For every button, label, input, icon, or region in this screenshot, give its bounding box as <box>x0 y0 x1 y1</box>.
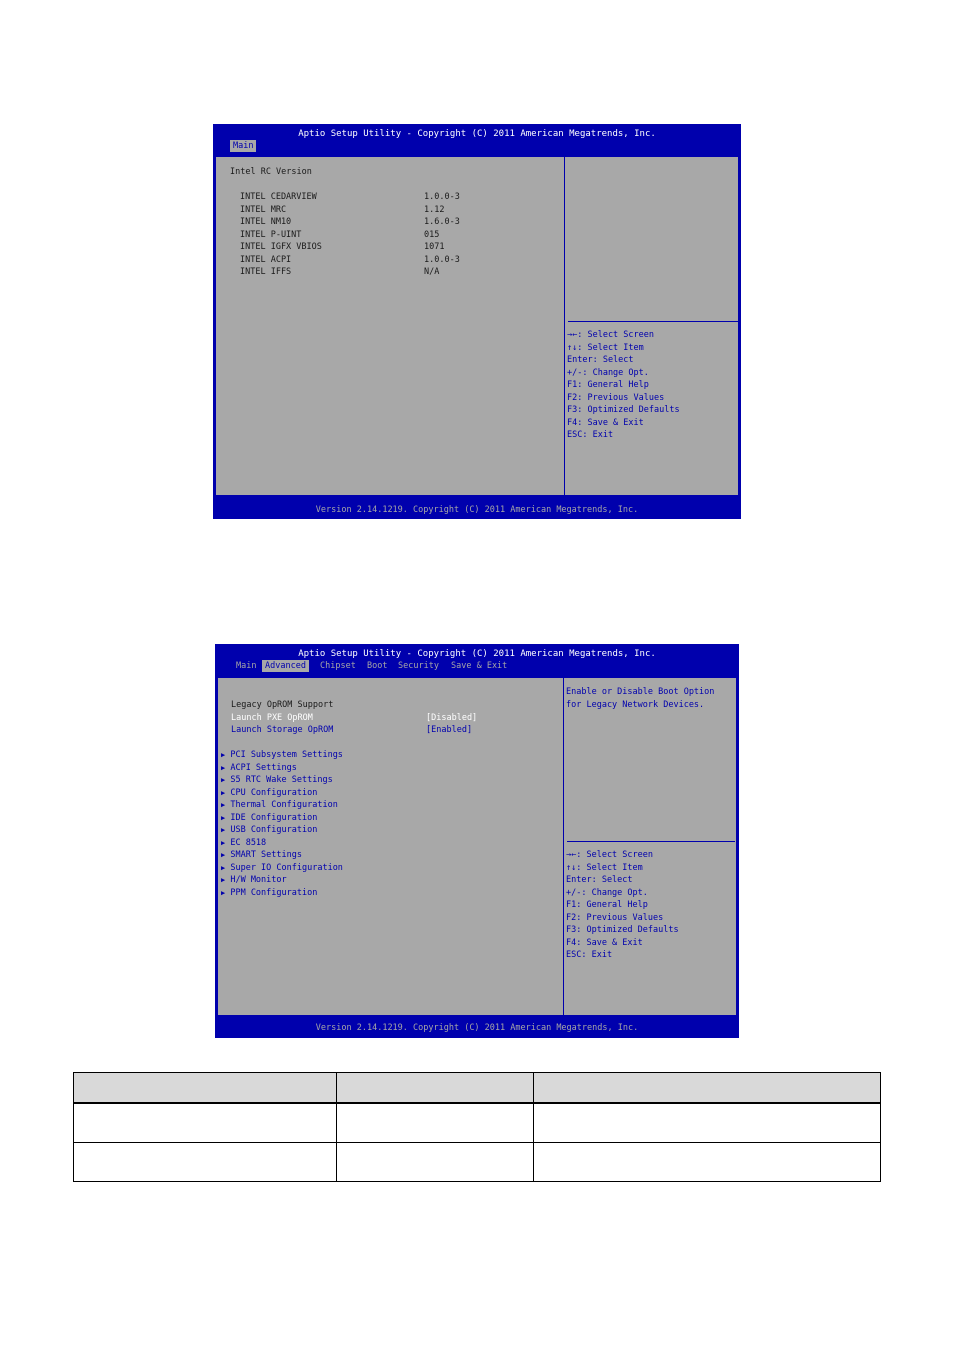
tab-bar <box>213 140 741 152</box>
launch-storage-oprom-value[interactable]: [Enabled] <box>426 725 473 735</box>
help-key: ESC: Exit <box>567 430 614 440</box>
rc-version-heading: Intel RC Version <box>230 167 312 177</box>
bios-screen-advanced <box>215 644 739 1038</box>
submenu-item[interactable] <box>221 849 302 861</box>
submenu-item[interactable] <box>221 799 338 811</box>
submenu-label: H/W Monitor <box>230 875 287 885</box>
rc-item-label: INTEL P-UINT <box>240 229 302 240</box>
bios-title: Aptio Setup Utility - Copyright (C) 2011 American Megatrends, Inc. <box>298 129 656 139</box>
help-separator <box>567 841 735 842</box>
rc-item-label: INTEL IGFX VBIOS <box>240 242 322 252</box>
help-key: Enter: Select <box>567 355 634 365</box>
submenu-arrow-icon: ▶ <box>221 863 226 872</box>
help-key: F3: Optimized Defaults <box>566 925 679 935</box>
help-key: F2: Previous Values <box>567 392 665 403</box>
bios-screen-main <box>213 124 741 519</box>
submenu-label: Super IO Configuration <box>230 862 343 873</box>
submenu-item[interactable] <box>221 749 343 761</box>
help-key: F1: General Help <box>566 900 648 910</box>
panel-divider <box>563 678 564 1015</box>
submenu-item[interactable] <box>221 837 266 849</box>
tab-advanced[interactable]: Advanced <box>262 660 309 672</box>
rc-item-value: N/A <box>424 267 440 277</box>
table-row <box>74 1143 881 1182</box>
table-cell <box>74 1143 337 1182</box>
rc-item-value: 1.12 <box>424 204 445 215</box>
submenu-item[interactable] <box>221 874 287 886</box>
bios-footer: Version 2.14.1219. Copyright (C) 2011 American Megatrends, Inc. <box>315 1023 639 1033</box>
submenu-arrow-icon: ▶ <box>221 838 226 847</box>
bios-body <box>215 156 739 496</box>
submenu-item[interactable] <box>221 824 317 836</box>
help-key: F3: Optimized Defaults <box>567 405 680 415</box>
submenu-label: USB Configuration <box>230 825 318 835</box>
help-separator <box>568 321 738 322</box>
launch-pxe-oprom-value[interactable]: [Disabled] <box>426 712 478 723</box>
submenu-item[interactable] <box>221 887 317 899</box>
table-cell <box>534 1143 881 1182</box>
tab-bar <box>215 660 739 672</box>
help-key: →←: Select Screen <box>567 330 654 340</box>
rc-item-label: INTEL IFFS <box>240 267 292 277</box>
submenu-item[interactable] <box>221 812 317 824</box>
launch-storage-oprom-label[interactable]: Launch Storage OpROM <box>231 725 334 735</box>
legacy-oprom-heading: Legacy OpROM Support <box>231 700 334 710</box>
tab-main[interactable]: Main <box>230 140 256 152</box>
help-key: F4: Save & Exit <box>566 937 643 948</box>
submenu-label: S5 RTC Wake Settings <box>230 775 333 785</box>
tab-boot[interactable]: Boot <box>367 661 388 671</box>
rc-item-value: 1.0.0-3 <box>424 254 460 265</box>
bios-title: Aptio Setup Utility - Copyright (C) 2011 American Megatrends, Inc. <box>298 649 656 659</box>
rc-item-value: 1071 <box>424 242 445 252</box>
submenu-arrow-icon: ▶ <box>221 763 226 772</box>
submenu-arrow-icon: ▶ <box>221 851 226 859</box>
table-row <box>74 1103 881 1143</box>
table-header-row <box>74 1073 881 1104</box>
rc-item-label: INTEL MRC <box>240 204 287 215</box>
help-key: ↑↓: Select Item <box>567 342 644 353</box>
table-cell <box>336 1103 534 1143</box>
help-key: +/-: Change Opt. <box>566 887 648 898</box>
rc-item-label: INTEL NM10 <box>240 217 292 227</box>
help-key: ↑↓: Select Item <box>566 862 643 873</box>
submenu-item[interactable] <box>221 774 333 786</box>
help-text: Enable or Disable Boot Option <box>566 687 715 697</box>
table-cell <box>336 1143 534 1182</box>
rc-item-value: 015 <box>424 229 440 240</box>
help-key: +/-: Change Opt. <box>567 367 649 378</box>
submenu-item[interactable] <box>221 862 343 874</box>
submenu-label: PCI Subsystem Settings <box>230 750 343 760</box>
submenu-label: CPU Configuration <box>230 787 318 798</box>
bios-footer: Version 2.14.1219. Copyright (C) 2011 American Megatrends, Inc. <box>315 505 639 515</box>
submenu-arrow-icon: ▶ <box>221 876 226 884</box>
table-cell <box>74 1103 337 1143</box>
tab-security[interactable]: Security <box>398 661 439 671</box>
help-key: F4: Save & Exit <box>567 417 644 428</box>
tab-save-exit[interactable]: Save & Exit <box>451 661 508 671</box>
submenu-arrow-icon: ▶ <box>221 776 226 784</box>
submenu-arrow-icon: ▶ <box>221 788 226 797</box>
rc-item-value: 1.0.0-3 <box>424 192 460 202</box>
table-header-cell <box>74 1073 337 1104</box>
table-header-cell <box>534 1073 881 1104</box>
help-key: F2: Previous Values <box>566 912 664 923</box>
tab-chipset[interactable]: Chipset <box>320 661 356 671</box>
table-cell <box>534 1103 881 1143</box>
help-key: ESC: Exit <box>566 950 613 960</box>
help-key: Enter: Select <box>566 875 633 885</box>
submenu-label: IDE Configuration <box>230 812 318 823</box>
submenu-arrow-icon: ▶ <box>221 888 226 897</box>
submenu-label: EC 8518 <box>230 837 267 848</box>
help-text: for Legacy Network Devices. <box>566 700 705 710</box>
rc-item-label: INTEL ACPI <box>240 254 292 265</box>
help-key: →←: Select Screen <box>566 850 653 860</box>
submenu-label: SMART Settings <box>230 850 302 860</box>
launch-pxe-oprom-label[interactable]: Launch PXE OpROM <box>231 712 313 723</box>
bios-body <box>217 677 737 1016</box>
panel-divider <box>564 157 565 495</box>
option-description-table <box>73 1072 881 1182</box>
submenu-arrow-icon: ▶ <box>221 813 226 822</box>
tab-main[interactable]: Main <box>236 661 257 671</box>
table-header-cell <box>336 1073 534 1104</box>
submenu-arrow-icon: ▶ <box>221 801 226 809</box>
submenu-arrow-icon: ▶ <box>221 751 226 759</box>
submenu-label: Thermal Configuration <box>230 800 338 810</box>
submenu-item[interactable] <box>221 787 317 799</box>
submenu-arrow-icon: ▶ <box>221 826 226 834</box>
submenu-item[interactable] <box>221 762 297 774</box>
help-key: F1: General Help <box>567 380 649 390</box>
rc-item-label: INTEL CEDARVIEW <box>240 192 317 202</box>
rc-item-value: 1.6.0-3 <box>424 217 460 227</box>
submenu-label: PPM Configuration <box>230 887 318 898</box>
submenu-label: ACPI Settings <box>230 762 297 773</box>
